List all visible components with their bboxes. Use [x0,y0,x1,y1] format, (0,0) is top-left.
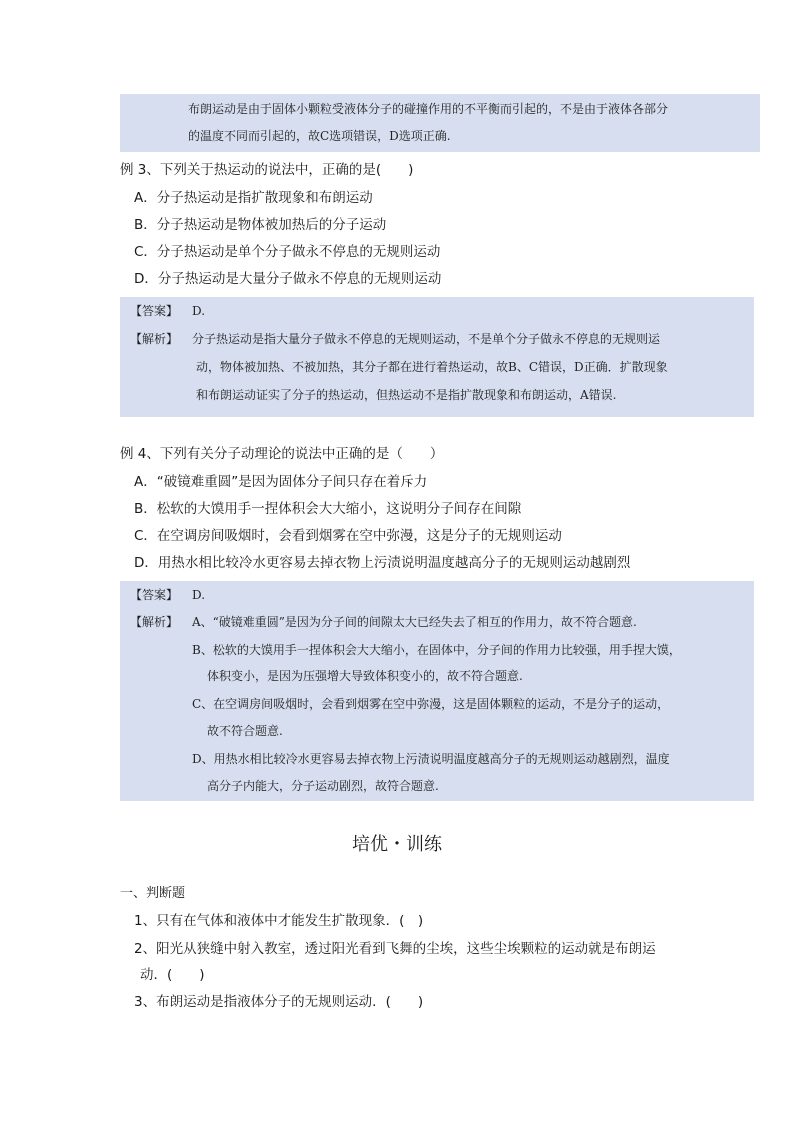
judge-item-2-continued: 动．( ) [140,967,205,983]
example-4-option-b: B．松软的大馍用手一捏体积会大大缩小，这说明分子间存在间隙 [134,501,522,517]
judge-item-1: 1、只有在气体和液体中才能发生扩散现象．( ) [134,913,424,929]
example-4-option-d: D．用热水相比较冷水更容易去掉衣物上污渍说明温度越高分子的无规则运动越剧烈 [134,555,631,571]
example-3-option-c: C．分子热运动是单个分子做永不停息的无规则运动 [134,244,441,260]
example-4-analysis-line-6: D、用热水相比较冷水更容易去掉衣物上污渍说明温度越高分子的无规则运动越剧烈，温度 [192,752,670,766]
example-3-option-d: D．分子热运动是大量分子做永不停息的无规则运动 [134,271,442,287]
example-3-question: 例 3、下列关于热运动的说法中，正确的是( ) [120,162,414,178]
judge-item-2: 2、阳光从狭缝中射入教室，透过阳光看到飞舞的尘埃，这些尘埃颗粒的运动就是布朗运 [134,941,656,957]
example-4-answer-tag: 【答案】 [130,588,179,602]
example-4-option-a: A．“破镜难重圆”是因为固体分子间只存在着斥力 [134,474,428,490]
example-4-option-c: C．在空调房间吸烟时，会看到烟雾在空中弥漫，这是分子的无规则运动 [134,528,562,544]
example-4-analysis-line-3: 体积变小，是因为压强增大导致体积变小的，故不符合题意. [207,669,523,683]
section-title: 培优・训练 [352,834,442,855]
intro-line-2: 的温度不同而引起的，故C选项错误，D选项正确. [188,129,451,143]
example-4-answer: D. [192,588,206,602]
example-3-analysis-line-3: 和布朗运动证实了分子的热运动，但热运动不是指扩散现象和布朗运动，A错误. [196,388,617,402]
example-3-option-a: A．分子热运动是指扩散现象和布朗运动 [134,190,373,206]
judge-item-3: 3、布朗运动是指液体分子的无规则运动．( ) [134,994,424,1010]
judge-heading: 一、判断题 [120,886,186,901]
example-4-analysis-line-1: A、“破镜难重圆”是因为分子间的间隙太大已经失去了相互的作用力，故不符合题意. [192,615,637,629]
example-4-analysis-line-2: B、松软的大馍用手一捏体积会大大缩小，在固体中，分子间的作用力比较强，用手捏大馍， [192,643,681,657]
example-3-option-b: B．分子热运动是物体被加热后的分子运动 [134,217,387,233]
example-4-analysis-line-5: 故不符合题意. [207,724,283,738]
example-3-answer-tag: 【答案】 [130,304,179,318]
example-4-analysis-tag: 【解析】 [130,615,179,629]
intro-line-1: 布朗运动是由于固体小颗粒受液体分子的碰撞作用的不平衡而引起的，不是由于液体各部分 [188,102,669,116]
example-3-analysis-line-2: 动，物体被加热、不被加热，其分子都在进行着热运动，故B、C错误，D正确．扩散现象 [196,360,668,374]
example-4-question: 例 4、下列有关分子动理论的说法中正确的是（ ） [120,446,444,462]
example-4-analysis-line-7: 高分子内能大，分子运动剧烈，故符合题意. [207,779,439,793]
example-3-analysis-line-1: 分子热运动是指大量分子做永不停息的无规则运动，不是单个分子做永不停息的无规则运 [192,332,661,346]
example-3-analysis-tag: 【解析】 [130,332,179,346]
example-3-answer: D. [192,304,206,318]
example-4-analysis-line-4: C、在空调房间吸烟时，会看到烟雾在空中弥漫，这是固体颗粒的运动，不是分子的运动， [192,697,670,711]
